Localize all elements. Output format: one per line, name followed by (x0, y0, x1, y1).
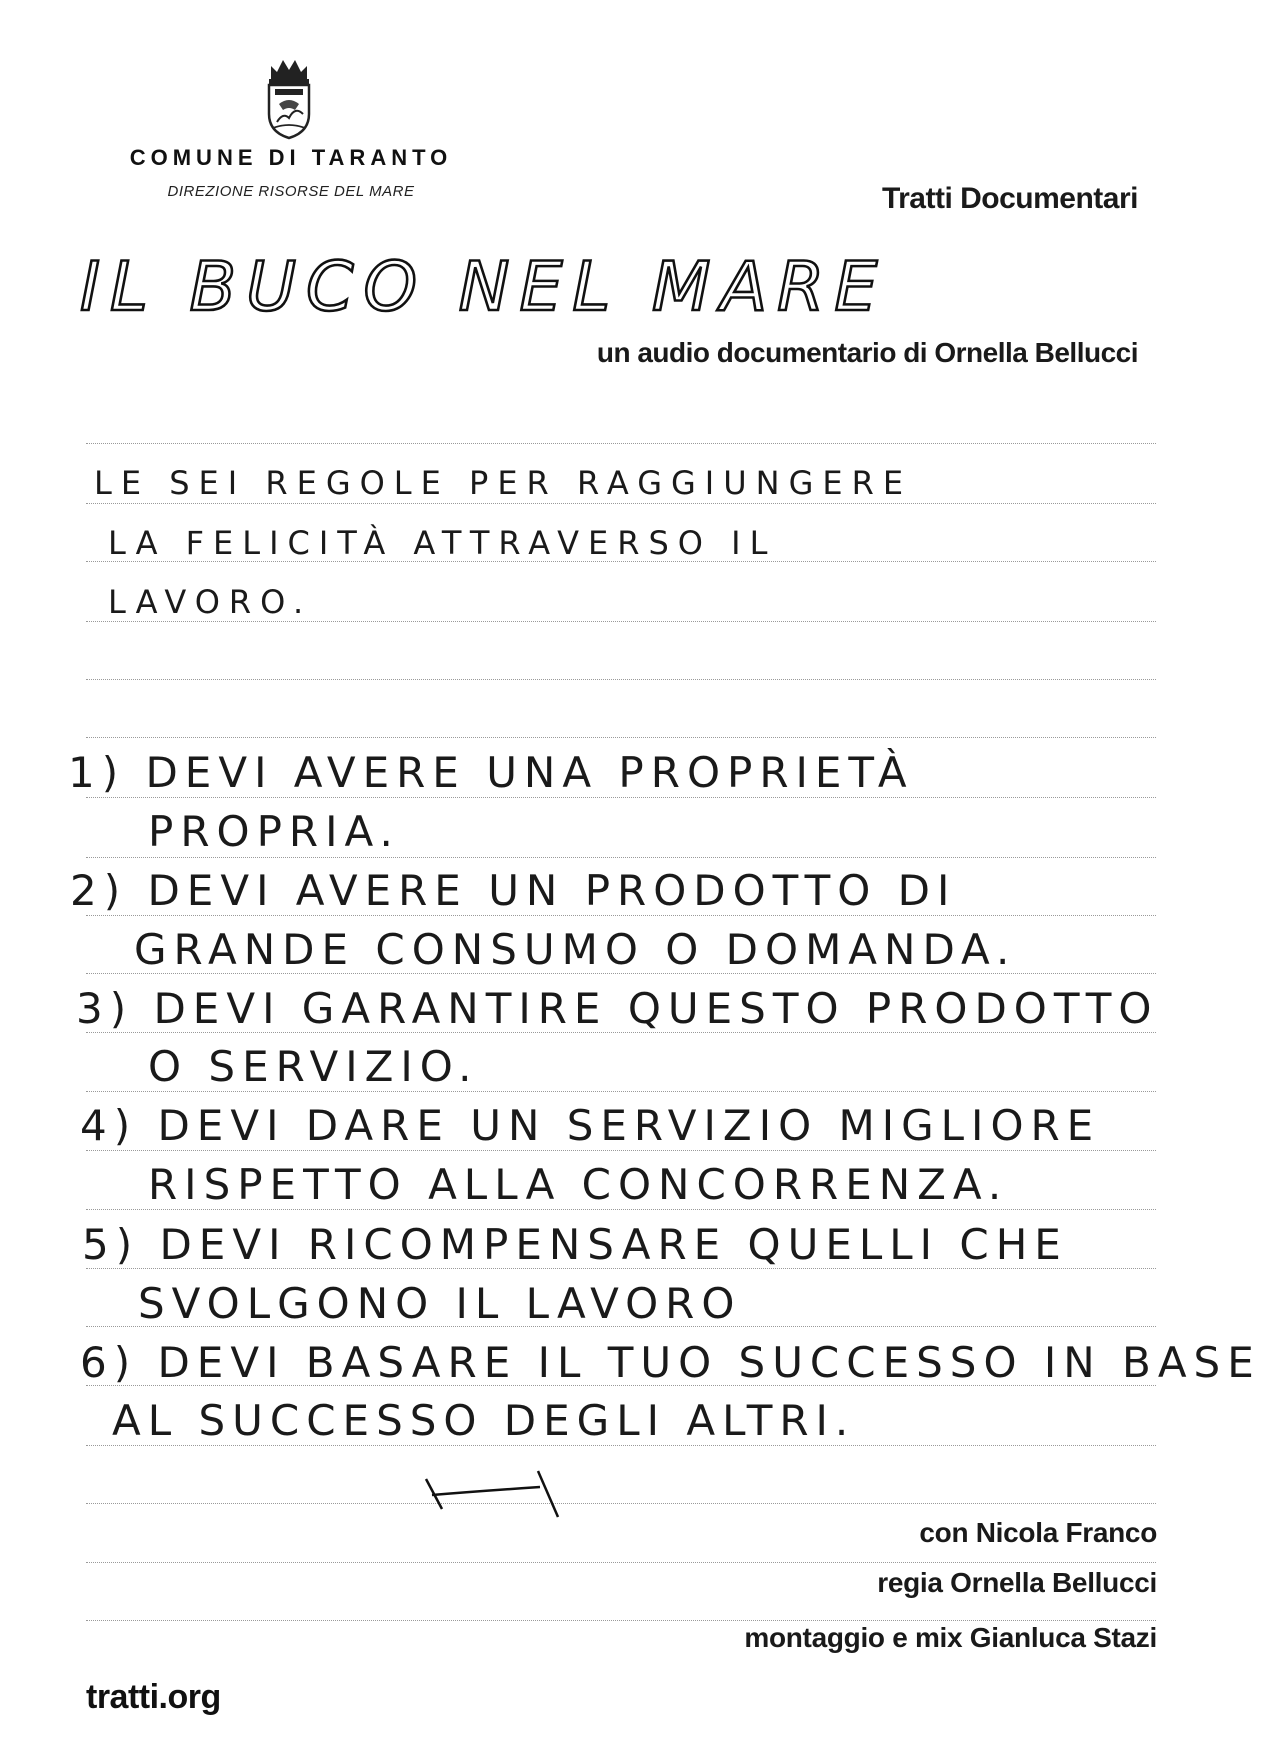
department-name: DIREZIONE RISORSE DEL MARE (167, 183, 415, 200)
rule-line: GRANDE CONSUMO O DOMANDA. (134, 925, 1017, 974)
note-heading-line: LE SEI REGOLE PER RAGGIUNGERE (94, 464, 913, 502)
ruled-line (86, 915, 1156, 916)
series-name: Tratti Documentari (881, 182, 1138, 215)
subtitle: un audio documentario di Ornella Bellucci (596, 337, 1138, 368)
taranto-crest-icon (259, 52, 319, 142)
note-heading-line: LAVORO. (108, 583, 313, 621)
ruled-line (86, 1620, 1156, 1621)
title-text: IL BUCO NEL MARE (80, 248, 888, 327)
ruled-line (86, 443, 1156, 444)
credit-director: regia Ornella Bellucci (877, 1567, 1157, 1598)
ruled-line (86, 1091, 1156, 1092)
municipality-name: COMUNE DI TARANTO (129, 145, 453, 170)
ruled-line (86, 737, 1156, 738)
ruled-line (86, 679, 1156, 680)
credit-editing: montaggio e mix Gianluca Stazi (744, 1622, 1157, 1653)
signature-mark (420, 1465, 580, 1525)
note-heading-line: LA FELICITÀ ATTRAVERSO IL (108, 524, 777, 562)
rule-line: PROPRIA. (148, 807, 400, 856)
rule-line: 2) DEVI AVERE UN PRODOTTO DI (70, 866, 957, 915)
ruled-line (86, 1209, 1156, 1210)
rule-line: 6) DEVI BASARE IL TUO SUCCESSO IN BASE (80, 1338, 1261, 1387)
ruled-line (86, 1503, 1156, 1504)
credit-cast: con Nicola Franco (919, 1517, 1157, 1548)
ruled-line (86, 857, 1156, 858)
rule-line: 4) DEVI DARE UN SERVIZIO MIGLIORE (80, 1101, 1101, 1150)
rule-line: O SERVIZIO. (148, 1042, 479, 1091)
rule-line: AL SUCCESSO DEGLI ALTRI. (112, 1396, 856, 1445)
rule-line: 3) DEVI GARANTIRE QUESTO PRODOTTO (76, 984, 1159, 1033)
handwritten-title (70, 238, 1150, 328)
ruled-line (86, 1562, 1156, 1563)
rule-line: RISPETTO ALLA CONCORRENZA. (148, 1160, 1009, 1209)
ruled-line (86, 503, 1156, 504)
website-link[interactable]: tratti.org (86, 1678, 221, 1716)
rule-line: 1) DEVI AVERE UNA PROPRIETÀ (68, 748, 914, 797)
rule-line: SVOLGONO IL LAVORO (138, 1279, 742, 1328)
ruled-line (86, 797, 1156, 798)
ruled-line (86, 1445, 1156, 1446)
rule-line: 5) DEVI RICOMPENSARE QUELLI CHE (82, 1220, 1068, 1269)
ruled-line (86, 621, 1156, 622)
ruled-line (86, 1150, 1156, 1151)
